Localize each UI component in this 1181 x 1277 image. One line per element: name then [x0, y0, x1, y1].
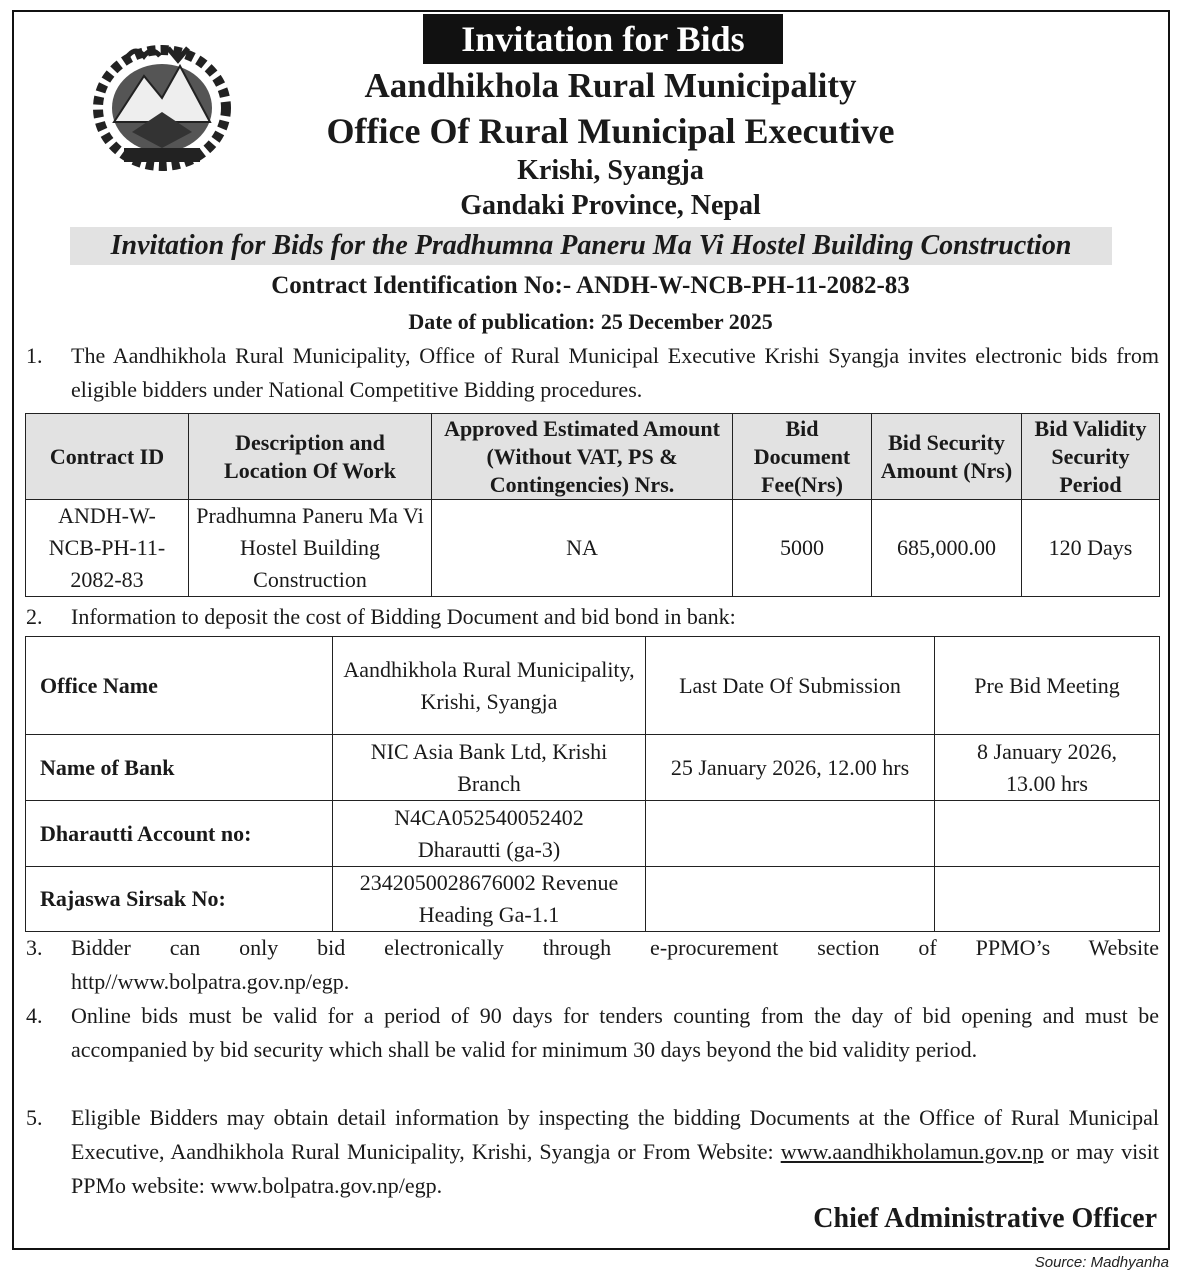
item-number: 4. — [26, 1003, 43, 1028]
cell-description: Pradhumna Paneru Ma Vi Hostel Building Construction — [189, 500, 432, 597]
bank-col4 — [935, 801, 1160, 867]
bank-value: Aandhikhola Rural Municipality, Krishi, Syangja — [333, 637, 646, 735]
header-document-fee: Bid Document Fee(Nrs) — [733, 414, 872, 500]
item-number: 1. — [26, 343, 43, 368]
item-5-tail: or may visit PPMo website: www.bolpatra.gov.np/egp. — [71, 1139, 1159, 1198]
bank-label: Dharautti Account no: — [26, 801, 333, 867]
header-estimated-amount: Approved Estimated Amount (Without VAT, PS & Contingencies) Nrs. — [432, 414, 733, 500]
cell-document-fee: 5000 — [733, 500, 872, 597]
item-5-text — [71, 1101, 1159, 1203]
bank-col3: 25 January 2026, 12.00 hrs — [646, 735, 935, 801]
header-bid-security: Bid Security Amount (Nrs) — [872, 414, 1022, 500]
notice-banner: Invitation for Bids — [423, 14, 783, 64]
bank-value: 2342050028676002 Revenue Heading Ga-1.1 — [333, 867, 646, 932]
item-1-text: The Aandhikhola Rural Municipality, Office of Rural Municipal Executive Krishi Syangja invites electronic bids from eligible bidders under National Competitive Bidding procedures. — [71, 343, 1159, 402]
bank-label: Office Name — [26, 637, 333, 735]
province-name: Gandaki Province, Nepal — [460, 190, 761, 221]
item-3-text: Bidder can only bid electronically through e-procurement section of PPMO’s Website — [71, 935, 1159, 960]
municipality-website-link[interactable]: www.aandhikholamun.gov.np — [780, 1139, 1044, 1164]
bank-col3 — [646, 801, 935, 867]
office-name: Office Of Rural Municipal Executive — [326, 111, 895, 151]
cell-contract-id: ANDH-W-NCB-PH-11-2082-83 — [26, 500, 189, 597]
bank-label: Name of Bank — [26, 735, 333, 801]
signer-title: Chief Administrative Officer — [813, 1203, 1157, 1234]
publication-date: Date of publication: 25 December 2025 — [408, 309, 773, 334]
cell-bid-security: 685,000.00 — [872, 500, 1022, 597]
bank-col4: 8 January 2026, 13.00 hrs — [935, 735, 1160, 801]
bank-table — [25, 636, 1160, 932]
item-number: 3. — [26, 935, 43, 960]
bank-label: Rajaswa Sirsak No: — [26, 867, 333, 932]
bid-table — [25, 413, 1160, 597]
header-description: Description and Location Of Work — [189, 414, 432, 500]
bank-col4 — [935, 867, 1160, 932]
bank-col3: Last Date Of Submission — [646, 637, 935, 735]
notice-subject: Invitation for Bids for the Pradhumna Paneru Ma Vi Hostel Building Construction — [70, 227, 1112, 265]
office-location: Krishi, Syangja — [517, 155, 704, 186]
item-2-text: Information to deposit the cost of Bidding Document and bid bond in bank: — [71, 604, 736, 629]
item-3-url: http//www.bolpatra.gov.np/egp. — [71, 969, 350, 994]
header-validity-period: Bid Validity Security Period — [1022, 414, 1160, 500]
item-number: 2. — [26, 604, 43, 629]
item-5-body: Eligible Bidders may obtain detail information by inspecting the bidding Documents at the Office of Rural Municipal Executive, Aandhikhola Rural Municipality, Krishi, Syangja or From Website: — [71, 1105, 1159, 1164]
municipality-name: Aandhikhola Rural Municipality — [364, 66, 857, 105]
item-number: 5. — [26, 1105, 43, 1130]
cell-estimated-amount: NA — [432, 500, 733, 597]
cell-validity-period: 120 Days — [1022, 500, 1160, 597]
bank-value: NIC Asia Bank Ltd, Krishi Branch — [333, 735, 646, 801]
contract-identification: Contract Identification No:- ANDH-W-NCB-PH-11-2082-83 — [271, 272, 910, 299]
source-credit: Source: Madhyanha — [1034, 1254, 1169, 1271]
bank-value: N4CA052540052402 Dharautti (ga-3) — [333, 801, 646, 867]
item-4-text: Online bids must be valid for a period of 90 days for tenders counting from the day of bid opening and must be accompanied by bid security which shall be valid for minimum 30 days beyond the bid validity period. — [71, 1003, 1159, 1062]
bank-col4: Pre Bid Meeting — [935, 637, 1160, 735]
header-contract-id: Contract ID — [26, 414, 189, 500]
bank-col3 — [646, 867, 935, 932]
